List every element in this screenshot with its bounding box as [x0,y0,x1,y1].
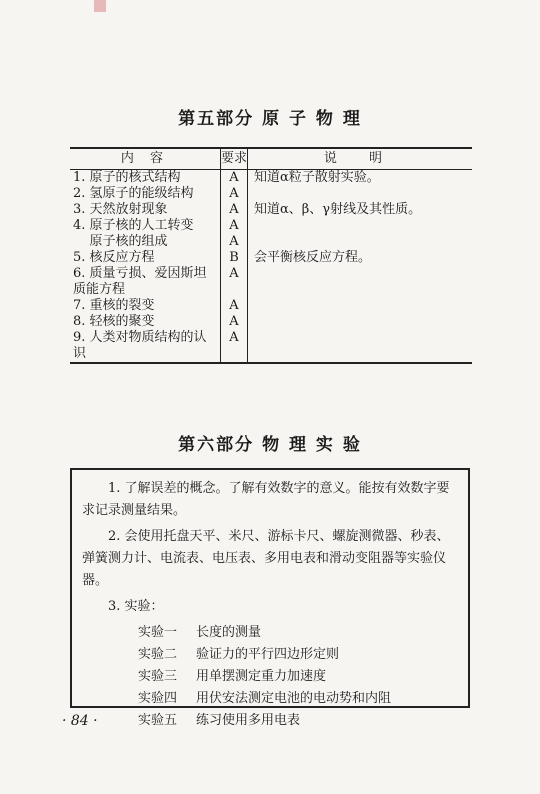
row-content: 5. 核反应方程 [73,250,155,265]
row-requirement: A [221,266,248,298]
corner-mark [94,0,106,12]
table-row [70,170,472,187]
experiment-title: 用单摆测定重力加速度 [196,669,327,684]
experiment-label: 实验三 [138,669,178,684]
row-requirement: A [221,186,248,202]
row-content: 6. 质量亏损、爱因斯坦质能方程 [73,266,207,297]
experiment-item [138,710,458,732]
row-content: 2. 氢原子的能级结构 [73,186,194,201]
row-requirement: A [221,170,248,187]
experiment-title: 用伏安法测定电池的电动势和内阻 [196,691,392,706]
experiment-item [138,666,458,688]
table-row [70,314,472,330]
row-note [248,266,473,298]
row-content: 1. 原子的核式结构 [73,170,181,185]
row-content: 4. 原子核的人工转变 [73,218,194,233]
experiment-label: 实验四 [138,691,178,706]
row-note: 知道α粒子散射实验。 [248,170,473,187]
section-title-atomic-physics: 第五部分 原 子 物 理 [178,109,362,129]
page-number: · 84 · [62,713,98,729]
table-row [70,266,472,298]
row-content: 原子核的组成 [73,234,168,249]
paragraph-3: 3. 实验： [108,599,164,614]
section-title-experiments: 第六部分 物 理 实 验 [178,435,362,455]
experiment-item [138,688,458,710]
row-note [248,234,473,250]
table-row [70,330,472,363]
row-requirement: A [221,202,248,218]
experiment-item [138,644,458,666]
row-content: 9. 人类对物质结构的认识 [73,330,207,361]
table-header-row [70,148,472,170]
row-note [248,186,473,202]
row-note: 知道α、β、γ射线及其性质。 [248,202,473,218]
row-note: 会平衡核反应方程。 [248,250,473,266]
row-note [248,330,473,363]
experiment-title: 练习使用多用电表 [196,713,301,728]
experiment-label: 实验二 [138,647,178,662]
experiment-title: 验证力的平行四边形定则 [196,647,340,662]
header-note: 说 明 [248,148,473,170]
table-row [70,218,472,234]
row-requirement: A [221,234,248,250]
row-requirement: B [221,250,248,266]
table-row [70,234,472,250]
header-requirement: 要求 [221,148,248,170]
table-row [70,298,472,314]
row-content: 7. 重核的裂变 [73,298,155,313]
experiment-list [82,622,458,732]
row-requirement: A [221,218,248,234]
row-content: 8. 轻核的聚变 [73,314,155,329]
row-requirement: A [221,314,248,330]
row-note [248,218,473,234]
experiment-item [138,622,458,644]
requirements-table [70,147,472,364]
row-note [248,298,473,314]
row-requirement: A [221,298,248,314]
paragraph-2: 2. 会使用托盘天平、米尺、游标卡尺、螺旋测微器、秒表、弹簧测力计、电流表、电压表、多用电表和滑动变阻器等实验仪器。 [82,529,450,588]
table-row [70,202,472,218]
table-row [70,186,472,202]
row-content: 3. 天然放射现象 [73,202,168,217]
header-content: 内 容 [70,148,221,170]
experiment-title: 长度的测量 [196,625,262,640]
row-requirement: A [221,330,248,363]
experiment-label: 实验一 [138,625,178,640]
table-row [70,250,472,266]
experiment-label: 实验五 [138,713,178,728]
paragraph-1: 1. 了解误差的概念。了解有效数字的意义。能按有效数字要求记录测量结果。 [82,481,450,518]
row-note [248,314,473,330]
